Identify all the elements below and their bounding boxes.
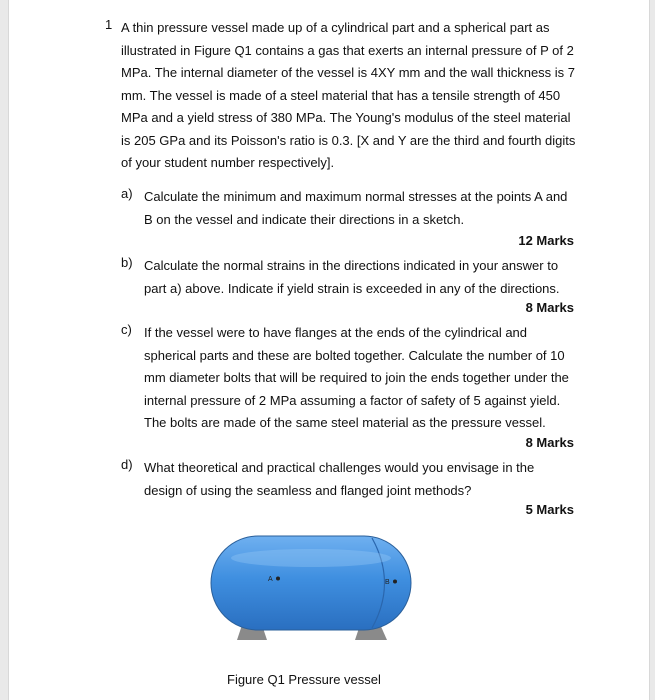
- question-number: 1: [105, 17, 113, 32]
- point-b-label: B: [385, 579, 390, 586]
- figure-caption: Figure Q1 Pressure vessel: [227, 672, 381, 687]
- part-a-marks: 12 Marks: [518, 233, 574, 248]
- part-b-marks: 8 Marks: [525, 300, 574, 315]
- part-d-label: d): [121, 457, 133, 472]
- part-c-marks: 8 Marks: [525, 435, 574, 450]
- part-b-text: Calculate the normal strains in the directions indicated in your answer to part a) above. Indicate if yield strain is exceeded in any of the directions.: [144, 258, 560, 296]
- part-d-marks: 5 Marks: [525, 502, 574, 517]
- question-intro: A thin pressure vessel made up of a cylindrical part and a spherical part as illustrated in Figure Q1 contains a gas that exerts an internal pressure of P of 2 MPa. The internal diameter of the vessel is 4XY mm and the wall thickness is 7 mm. The vessel is made of a steel material that has a tensile strength of 450 MPa and a yield stress of 380 MPa. The Young's modulus of the steel material is 205 GPa and its Poisson's ratio is 0.3. [X and Y are the third and fourth digits of your student number respectively].: [121, 20, 576, 170]
- pressure-vessel-figure: [207, 532, 417, 647]
- part-c-label: c): [121, 322, 132, 337]
- point-b-marker: [393, 580, 397, 584]
- part-d-text: What theoretical and practical challenges would you envisage in the design of using the seamless and flanged joint methods?: [144, 460, 535, 498]
- point-a-label: A: [268, 576, 273, 583]
- part-a-text: Calculate the minimum and maximum normal stresses at the points A and B on the vessel and indicate their directions in a sketch.: [144, 189, 568, 227]
- part-b-label: b): [121, 255, 133, 270]
- vessel-highlight: [231, 549, 391, 567]
- point-a-marker: [276, 577, 280, 581]
- part-c-text: If the vessel were to have flanges at the ends of the cylindrical and spherical parts and these are bolted together. Calculate the number of 10 mm diameter bolts that will be required to join the ends together under the internal pressure of 2 MPa assuming a factor of safety of 5 against yield. The bolts are made of the same steel material as the pressure vessel.: [144, 325, 569, 430]
- part-a-label: a): [121, 186, 133, 201]
- document-page: [8, 0, 650, 700]
